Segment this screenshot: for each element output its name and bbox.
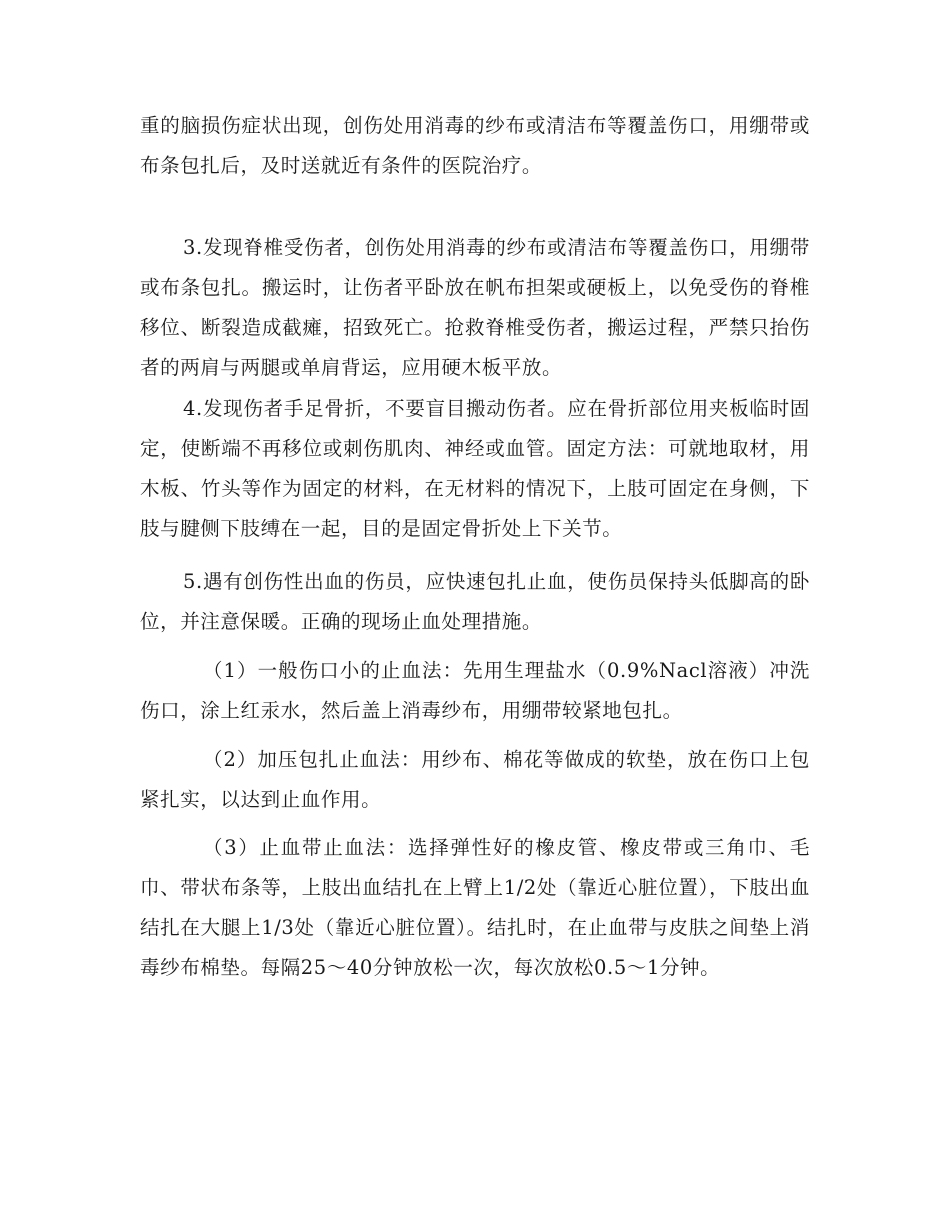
paragraph-subitem-2: （2）加压包扎止血法：用纱布、棉花等做成的软垫，放在伤口上包紧扎实，以达到止血作用。 — [140, 748, 810, 811]
paragraph-item-5: 5.遇有创伤性出血的伤员，应快速包扎止血，使伤员保持头低脚高的卧位，并注意保暖。正确的现场止血处理措施。 — [140, 570, 810, 633]
paragraph-item-4: 4.发现伤者手足骨折，不要盲目搬动伤者。应在骨折部位用夹板临时固定，使断端不再移位或刺伤肌肉、神经或血管。固定方法：可就地取材，用木板、竹头等作为固定的材料，在无材料的情况下，上肢可固定在身侧，下肢与腱侧下肢缚在一起，目的是固定骨折处上下关节。 — [140, 397, 810, 540]
paragraph-continuation: 重的脑损伤症状出现，创伤处用消毒的纱布或清洁布等覆盖伤口，用绷带或布条包扎后，及时送就近有条件的医院治疗。 — [140, 114, 810, 177]
paragraph-subitem-3: （3）止血带止血法：选择弹性好的橡皮管、橡皮带或三角巾、毛巾、带状布条等，上肢出血结扎在上臂上1/2处（靠近心脏位置），下肢出血结扎在大腿上1/3处（靠近心脏位置）。结扎时，在止血带与皮肤之间垫上消毒纱布棉垫。每隔25～40分钟放松一次，每次放松0.5～1分钟。 — [140, 836, 810, 979]
paragraph-item-3: 3.发现脊椎受伤者，创伤处用消毒的纱布或清洁布等覆盖伤口，用绷带或布条包扎。搬运时，让伤者平卧放在帆布担架或硬板上，以免受伤的脊椎移位、断裂造成截瘫，招致死亡。抢救脊椎受伤者，搬运过程，严禁只抬伤者的两肩与两腿或单肩背运，应用硬木板平放。 — [140, 236, 810, 379]
paragraph-subitem-1: （1）一般伤口小的止血法：先用生理盐水（0.9%Nacl溶液）冲洗伤口，涂上红汞水，然后盖上消毒纱布，用绷带较紧地包扎。 — [140, 659, 810, 722]
